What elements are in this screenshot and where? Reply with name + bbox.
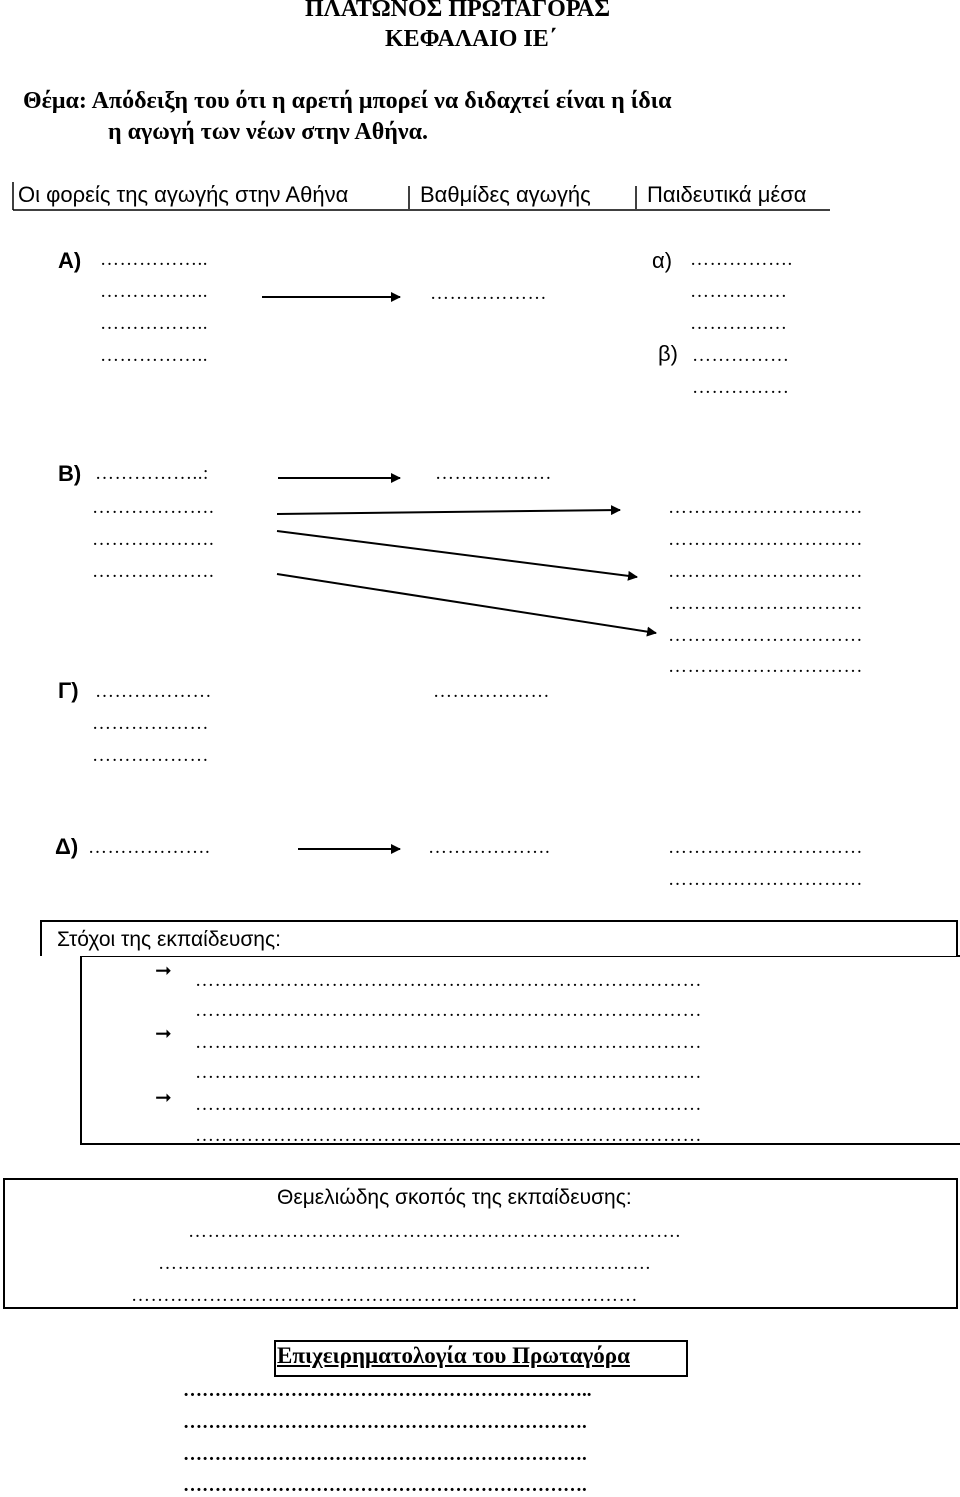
section-d-left: ………………. <box>88 837 211 858</box>
section-b-left-1: ……………..: <box>95 463 209 484</box>
goals-line-6: …………………………………………………………………… <box>195 1125 702 1146</box>
section-b-right-4: ………………………… <box>668 593 863 614</box>
section-g-middle: ……………… <box>433 681 550 702</box>
section-a-label: Α) <box>58 248 82 273</box>
purpose-title: Θεμελιώδης σκοπός της εκπαίδευσης: <box>277 1186 632 1209</box>
section-b-right-3: ………………………… <box>668 561 863 582</box>
section-a-right-b-2: …………… <box>692 377 790 398</box>
section-g-left-3: ……………… <box>92 745 209 766</box>
chapter-title: ΚΕΦΑΛΑΙΟ ΙΕ΄ <box>385 26 557 52</box>
section-a-right-a-label: α) <box>652 248 673 273</box>
argumentation-line-3: ………………………………………………………. <box>183 1444 587 1465</box>
section-a-right-a-1: ……………. <box>690 249 793 270</box>
goals-line-5: …………………………………………………………………… <box>195 1094 702 1115</box>
purpose-line-1: …………………………………………………………………. <box>188 1221 681 1242</box>
section-b-right-5: ………………………… <box>668 625 863 646</box>
goals-line-2: …………………………………………………………………… <box>195 1000 702 1021</box>
purpose-line-2: …………………………………………………………………. <box>158 1253 651 1274</box>
section-a-right-b-1: …………… <box>692 345 790 366</box>
argumentation-line-2: ………………………………………………………. <box>183 1412 587 1433</box>
section-d-middle: ………………. <box>428 837 551 858</box>
arrow-b-3 <box>277 531 637 577</box>
section-a-left-2: …………….. <box>100 281 208 302</box>
page-title: ΠΛΑΤΩΝΟΣ ΠΡΩΤΑΓΟΡΑΣ <box>305 0 611 22</box>
section-b-right-2: ………………………… <box>668 529 863 550</box>
column-header-agents: Οι φορείς της αγωγής στην Αθήνα <box>18 182 349 207</box>
section-b-left-3: ………………. <box>92 529 215 550</box>
argumentation-line-4: ………………………………………………………. <box>183 1475 587 1496</box>
section-b-left-2: ………………. <box>92 497 215 518</box>
section-a-right-a-3: …………… <box>690 313 788 334</box>
goals-title: Στόχοι της εκπαίδευσης: <box>57 928 281 951</box>
section-b-right-6: ………………………… <box>668 656 863 677</box>
section-a-middle: ……………… <box>430 283 547 304</box>
arrow-b-4 <box>277 574 656 633</box>
section-g-label: Γ) <box>58 678 79 703</box>
section-b-left-4: ………………. <box>92 561 215 582</box>
purpose-line-3: …………………………………………………………………… <box>131 1285 638 1306</box>
arrow-bullet-icon: ➞ <box>155 960 172 982</box>
goals-line-4: …………………………………………………………………… <box>195 1062 702 1083</box>
section-b-right-1: ………………………… <box>668 497 863 518</box>
section-a-left-3: …………….. <box>100 313 208 334</box>
section-d-right-2: ………………………… <box>668 869 863 890</box>
arrow-bullet-icon: ➞ <box>155 1087 172 1109</box>
section-a-right-b-label: β) <box>658 341 678 366</box>
arrow-bullet-icon: ➞ <box>155 1023 172 1045</box>
goals-line-3: …………………………………………………………………… <box>195 1032 702 1053</box>
section-g-left-1: ……………… <box>95 681 212 702</box>
section-g-left-2: ……………… <box>92 713 209 734</box>
goals-line-1: …………………………………………………………………… <box>195 970 702 991</box>
section-d-right-1: ………………………… <box>668 837 863 858</box>
section-a-left-4: …………….. <box>100 345 208 366</box>
section-b-label: Β) <box>58 461 82 486</box>
section-a-left-1: …………….. <box>100 249 208 270</box>
theme-line-2: η αγωγή των νέων στην Αθήνα. <box>108 119 428 145</box>
argumentation-title: Επιχειρηματολογία του Πρωταγόρα <box>277 1343 630 1368</box>
column-header-means: Παιδευτικά μέσα <box>647 182 807 207</box>
arrow-b-2 <box>277 510 620 514</box>
argumentation-line-1: ……………………………………………………….. <box>183 1380 592 1401</box>
theme-line-1: Θέμα: Απόδειξη του ότι η αρετή μπορεί να διδαχτεί είναι η ίδια <box>23 88 672 114</box>
section-a-right-a-2: …………… <box>690 281 788 302</box>
section-d-label: Δ) <box>55 834 79 859</box>
section-b-middle: ……………… <box>435 463 552 484</box>
column-header-levels: Βαθμίδες αγωγής <box>420 182 591 207</box>
